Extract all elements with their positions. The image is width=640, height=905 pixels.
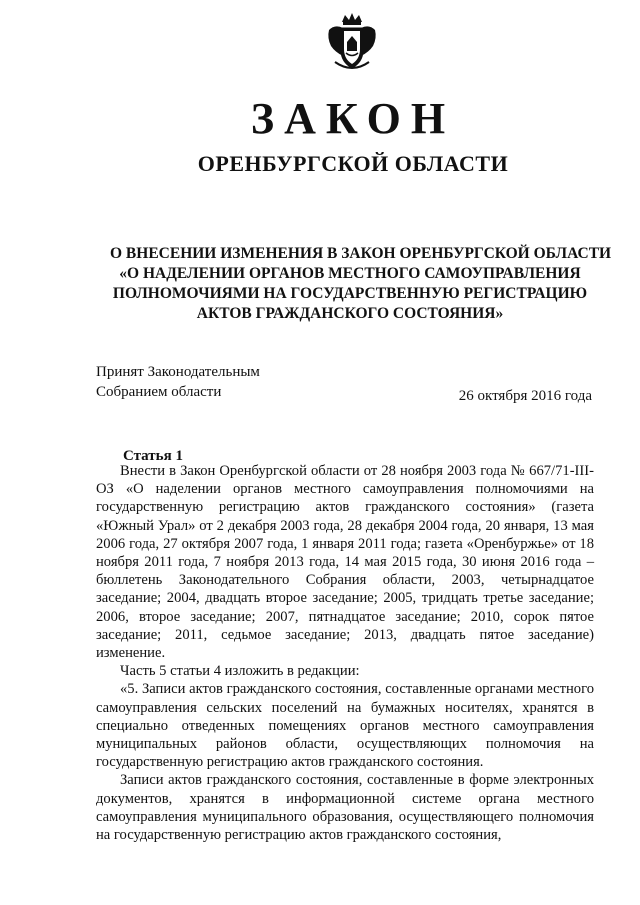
article-paragraph: Записи актов гражданского состояния, составленные в форме электронных документов, хранятся в информационной системе органа местного самоуправления муниципального образования, осуществляющего полномочия на государственную регистрацию актов гражданского состояния, [96, 772, 594, 844]
law-title: ЗАКОН [250, 94, 456, 143]
article-paragraph: Часть 5 статьи 4 изложить в редакции: [120, 663, 360, 680]
law-heading [110, 244, 612, 324]
heading-line: АКТОВ ГРАЖДАНСКОГО СОСТОЯНИЯ» [196, 305, 504, 322]
adopted-by [96, 362, 260, 402]
heading-line: О ВНЕСЕНИИ ИЗМЕНЕНИЯ В ЗАКОН ОРЕНБУРГСКОЙ ОБЛАСТИ [110, 245, 612, 262]
article-paragraph: «5. Записи актов гражданского состояния, составленные органами местного самоуправления сельских поселений на бумажных носителях, хранятся в специально отведенных помещениях органов местного самоуправления муниципальных районов области, осуществляющих полномочия на государственную регистрацию актов гражданского состояния. [96, 681, 594, 771]
article-paragraph: Внести в Закон Оренбургской области от 28 ноября 2003 года № 667/71-III-ОЗ «О наделении органов местного самоуправления полномочиями на государственную регистрацию актов гражданского состояния» (газета «Южный Урал» от 2 декабря 2003 года, 28 декабря 2004 года, 20 января, 13 мая 2006 года, 27 октября 2007 года, 1 января 2011 года; газета «Оренбуржье» от 18 ноября 2011 года, 7 ноября 2013 года, 14 мая 2015 года, 30 июня 2016 года – бюллетень Законодательного Собрания области, 2003, четырнадцатое заседание; 2004, двадцать второе заседание; 2005, тридцать третье заседание; 2006, второе заседание; 2007, пятнадцатое заседание; 2010, сорок пятое заседание; 2011, седьмое заседание; 2013, двадцать пятое заседание) изменение. [96, 463, 594, 662]
adopted-line: Собранием области [96, 384, 222, 400]
law-region: ОРЕНБУРГСКОЙ ОБЛАСТИ [197, 151, 509, 176]
article-title: Статья 1 [123, 448, 183, 464]
heading-line: «О НАДЕЛЕНИИ ОРГАНОВ МЕСТНОГО САМОУПРАВЛЕНИЯ [119, 265, 581, 282]
adoption-date: 26 октября 2016 года [458, 388, 592, 404]
article-body [96, 462, 594, 844]
coat-of-arms-icon [325, 12, 379, 74]
heading-line: ПОЛНОМОЧИЯМИ НА ГОСУДАРСТВЕННУЮ РЕГИСТРАЦИЮ [112, 285, 588, 302]
adopted-line: Принят Законодательным [96, 364, 260, 380]
